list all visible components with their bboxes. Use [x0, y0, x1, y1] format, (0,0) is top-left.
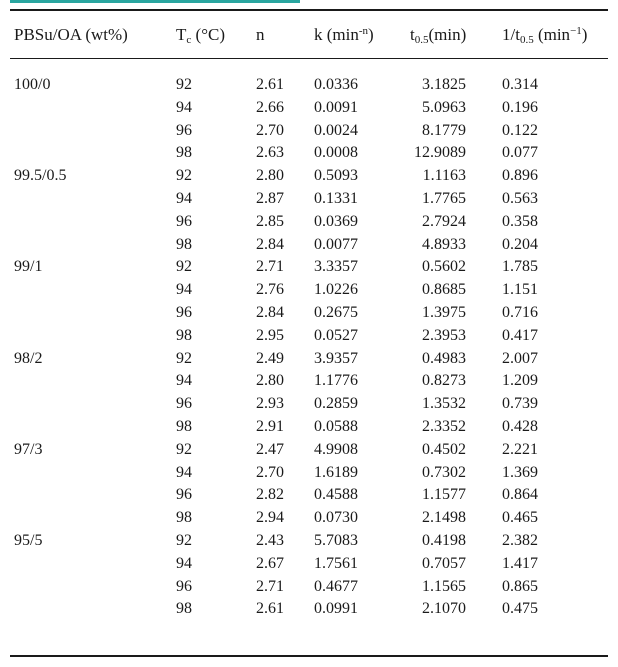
cell-n: 2.84 [256, 235, 284, 253]
cell-tc: 96 [176, 395, 192, 413]
cell-t05: 0.8685 [422, 281, 466, 299]
cell-t05: 0.4983 [422, 349, 466, 367]
table-row [0, 234, 618, 257]
cell-k: 3.3357 [314, 258, 358, 276]
cell-tc: 92 [176, 76, 192, 93]
cell-n: 2.87 [256, 189, 284, 207]
cell-tc: 96 [176, 121, 192, 139]
cell-inverse-t05: 0.864 [502, 486, 538, 504]
cell-tc: 98 [176, 144, 192, 162]
cell-tc: 98 [176, 600, 192, 618]
cell-sample: 97/3 [14, 440, 43, 458]
cell-n: 2.49 [256, 349, 284, 367]
cell-n: 2.85 [256, 212, 284, 230]
table-row [0, 484, 618, 507]
table-row [0, 188, 618, 211]
table-row [0, 439, 618, 462]
cell-k: 1.0226 [314, 281, 358, 299]
cell-k: 5.7083 [314, 531, 358, 549]
cell-inverse-t05: 0.077 [502, 144, 538, 162]
cell-tc: 92 [176, 531, 192, 549]
cell-n: 2.71 [256, 258, 284, 276]
cell-inverse-t05: 2.382 [502, 531, 538, 549]
cell-sample: 99.5/0.5 [14, 167, 67, 185]
cell-k: 1.6189 [314, 463, 358, 481]
cell-tc: 98 [176, 417, 192, 435]
table-header-row [0, 23, 618, 47]
cell-inverse-t05: 0.204 [502, 235, 538, 253]
cell-t05: 1.3532 [422, 395, 466, 413]
cell-tc: 96 [176, 486, 192, 504]
cell-sample: 100/0 [14, 76, 51, 93]
cell-tc: 96 [176, 577, 192, 595]
cell-t05: 2.1070 [422, 600, 466, 618]
cell-t05: 8.1779 [422, 121, 466, 139]
cell-tc: 94 [176, 554, 192, 572]
cell-inverse-t05: 1.369 [502, 463, 538, 481]
cell-k: 1.7561 [314, 554, 358, 572]
cell-sample: 95/5 [14, 531, 43, 549]
cell-n: 2.61 [256, 76, 284, 93]
cell-tc: 92 [176, 349, 192, 367]
cell-n: 2.80 [256, 167, 284, 185]
table-row [0, 598, 618, 621]
cell-k: 0.0588 [314, 417, 358, 435]
cell-k: 3.9357 [314, 349, 358, 367]
cell-t05: 1.7765 [422, 189, 466, 207]
cell-k: 0.5093 [314, 167, 358, 185]
cell-n: 2.43 [256, 531, 284, 549]
cell-t05: 2.1498 [422, 509, 466, 527]
cell-n: 2.63 [256, 144, 284, 162]
cell-tc: 94 [176, 189, 192, 207]
cell-inverse-t05: 0.465 [502, 509, 538, 527]
cell-tc: 92 [176, 167, 192, 185]
cell-t05: 12.9089 [414, 144, 466, 162]
cell-k: 0.0091 [314, 98, 358, 116]
cell-tc: 96 [176, 303, 192, 321]
table-row [0, 97, 618, 120]
table-row [0, 165, 618, 188]
cell-k: 0.0008 [314, 144, 358, 162]
cell-t05: 0.7302 [422, 463, 466, 481]
header-tc: $T_c$ (°C) [176, 25, 225, 46]
cell-t05: 1.1565 [422, 577, 466, 595]
table-row [0, 74, 618, 97]
cell-k: 1.1776 [314, 372, 358, 390]
cell-n: 2.91 [256, 417, 284, 435]
cell-inverse-t05: 0.417 [502, 326, 538, 344]
cell-t05: 2.3953 [422, 326, 466, 344]
table-row [0, 279, 618, 302]
table-row [0, 507, 618, 530]
header-sample: PBSu/OA (wt%) [14, 25, 128, 44]
header-inverse-t05: $1/t_{0.5}$ $(\min^{-1})$ [502, 25, 588, 46]
cell-inverse-t05: 0.314 [502, 76, 538, 93]
cell-inverse-t05: 0.563 [502, 189, 538, 207]
cell-inverse-t05: 1.417 [502, 554, 538, 572]
table-row [0, 553, 618, 576]
cell-sample: 98/2 [14, 349, 43, 367]
cell-t05: 2.3352 [422, 417, 466, 435]
cell-k: 0.0077 [314, 235, 358, 253]
cell-n: 2.70 [256, 121, 284, 139]
table-body [0, 74, 618, 621]
cell-t05: 1.1577 [422, 486, 466, 504]
cell-n: 2.76 [256, 281, 284, 299]
cell-tc: 92 [176, 440, 192, 458]
cell-n: 2.47 [256, 440, 284, 458]
cell-n: 2.61 [256, 600, 284, 618]
table-row [0, 348, 618, 371]
cell-tc: 98 [176, 235, 192, 253]
cell-k: 0.1331 [314, 189, 358, 207]
cell-inverse-t05: 0.358 [502, 212, 538, 230]
cell-n: 2.93 [256, 395, 284, 413]
table-row [0, 530, 618, 553]
table-row [0, 370, 618, 393]
cell-inverse-t05: 0.196 [502, 98, 538, 116]
cell-inverse-t05: 0.428 [502, 417, 538, 435]
cell-t05: 0.8273 [422, 372, 466, 390]
cell-tc: 96 [176, 212, 192, 230]
cell-k: 0.0369 [314, 212, 358, 230]
cell-inverse-t05: 0.865 [502, 577, 538, 595]
cell-inverse-t05: 0.739 [502, 395, 538, 413]
header-t05: $t_{0.5}(\min)$ [410, 25, 467, 46]
cell-tc: 94 [176, 463, 192, 481]
cell-n: 2.71 [256, 577, 284, 595]
cell-inverse-t05: 0.475 [502, 600, 538, 618]
cell-n: 2.70 [256, 463, 284, 481]
cell-t05: 3.1825 [422, 76, 466, 93]
cell-k: 0.0991 [314, 600, 358, 618]
cell-k: 0.0024 [314, 121, 358, 139]
cell-inverse-t05: 0.716 [502, 303, 538, 321]
table-row [0, 416, 618, 439]
cell-t05: 0.4198 [422, 531, 466, 549]
cell-t05: 1.3975 [422, 303, 466, 321]
cell-n: 2.82 [256, 486, 284, 504]
table-row [0, 393, 618, 416]
cell-inverse-t05: 0.896 [502, 167, 538, 185]
cell-t05: 0.7057 [422, 554, 466, 572]
cell-n: 2.84 [256, 303, 284, 321]
table-bottom-rule [10, 655, 608, 657]
cell-k: 0.2675 [314, 303, 358, 321]
table-header-rule [10, 58, 608, 59]
cell-t05: 2.7924 [422, 212, 466, 230]
table-row [0, 142, 618, 165]
table-row [0, 325, 618, 348]
cell-k: 0.4677 [314, 577, 358, 595]
header-k: k $(\min^{-n})$ [314, 25, 374, 44]
cell-sample: 99/1 [14, 258, 43, 276]
cell-n: 2.94 [256, 509, 284, 527]
cell-k: 0.4588 [314, 486, 358, 504]
cell-n: 2.80 [256, 372, 284, 390]
caption-accent-bar [10, 0, 300, 3]
cell-n: 2.67 [256, 554, 284, 572]
cell-inverse-t05: 1.785 [502, 258, 538, 276]
cell-tc: 98 [176, 326, 192, 344]
header-n: n [256, 25, 265, 44]
cell-inverse-t05: 2.221 [502, 440, 538, 458]
cell-k: 4.9908 [314, 440, 358, 458]
cell-inverse-t05: 1.209 [502, 372, 538, 390]
table-row [0, 302, 618, 325]
cell-k: 0.0527 [314, 326, 358, 344]
table-top-rule [10, 9, 608, 11]
cell-tc: 92 [176, 258, 192, 276]
cell-inverse-t05: 0.122 [502, 121, 538, 139]
cell-tc: 94 [176, 372, 192, 390]
cell-inverse-t05: 2.007 [502, 349, 538, 367]
cell-t05: 0.5602 [422, 258, 466, 276]
cell-k: 0.0730 [314, 509, 358, 527]
cell-n: 2.66 [256, 98, 284, 116]
cell-t05: 5.0963 [422, 98, 466, 116]
cell-tc: 94 [176, 281, 192, 299]
table-row [0, 120, 618, 143]
table-row [0, 256, 618, 279]
cell-t05: 1.1163 [422, 167, 466, 185]
cell-t05: 4.8933 [422, 235, 466, 253]
cell-inverse-t05: 1.151 [502, 281, 538, 299]
cell-k: 0.2859 [314, 395, 358, 413]
cell-tc: 98 [176, 509, 192, 527]
cell-t05: 0.4502 [422, 440, 466, 458]
table-row [0, 211, 618, 234]
cell-k: 0.0336 [314, 76, 358, 93]
cell-tc: 94 [176, 98, 192, 116]
table-row [0, 462, 618, 485]
cell-n: 2.95 [256, 326, 284, 344]
table-row [0, 576, 618, 599]
